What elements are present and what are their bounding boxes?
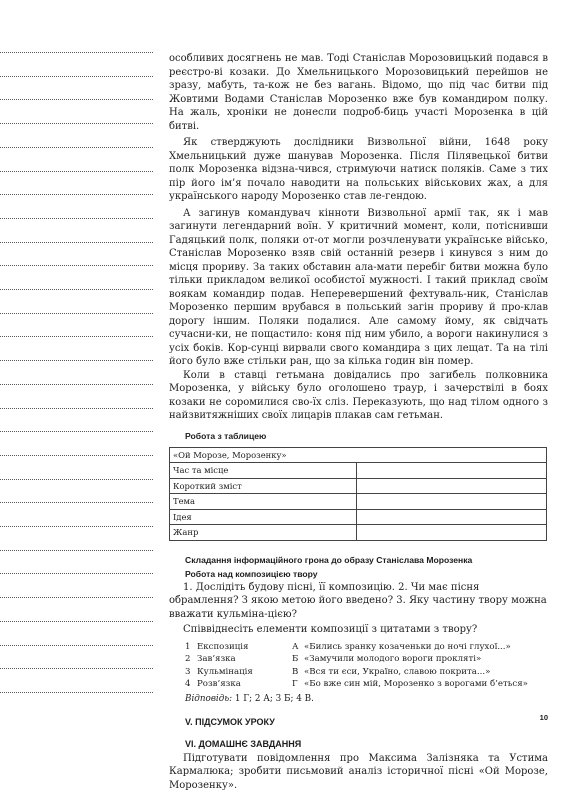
homework-text: Підготувати повідомлення про Максима Залізняка та Устима Кармалюка; зробити письмовий аналіз історичної пісні «Ой Морозе, Морозенку».	[169, 752, 548, 792]
answers-text: 1 Г; 2 А; 3 Б; 4 В.	[232, 694, 314, 704]
section-summary-heading: V. ПІДСУМОК УРОКУ	[185, 717, 548, 727]
margin-rule-line	[0, 455, 153, 456]
table-row	[170, 463, 547, 479]
answers	[185, 693, 548, 705]
matching-number: 1	[185, 641, 197, 654]
composition-heading: Робота над композицією твору	[185, 569, 548, 579]
matching-term: Кульмінація	[197, 666, 292, 679]
table-empty-cell	[357, 478, 547, 494]
matching-quote: «Бо вже син мій, Морозенко з ворогами б’еться»	[304, 678, 528, 691]
margin-rule-line	[0, 621, 153, 622]
table-empty-cell	[357, 525, 547, 541]
table-row	[170, 494, 547, 510]
table-row-label: Тема	[170, 494, 357, 510]
matching-number: 2	[185, 653, 197, 666]
matching-quote: «Вся ти єси, Україно, славою покрита...»	[304, 666, 490, 679]
margin-rule-line	[0, 123, 153, 124]
matching-term: Розв’язка	[197, 678, 292, 691]
matching-term: Експозиція	[197, 641, 292, 654]
questions: 1. Дослідіть будову пісні, її композицію. 2. Чи має пісня обрамлення? З якою метою його введено? 3. Яку частину твору можна вважати кульміна-цією?	[169, 581, 548, 622]
margin-rule-line	[0, 668, 153, 669]
matching-number: 3	[185, 666, 197, 679]
margin-rule-line	[0, 313, 153, 314]
table-row-label: Час та місце	[170, 463, 357, 479]
matching-letter: В	[292, 666, 304, 679]
matching-letter: Г	[292, 678, 304, 691]
analysis-table	[169, 447, 547, 541]
table-row-label: Короткий зміст	[170, 478, 357, 494]
matching-list	[169, 641, 548, 691]
margin-rule-line	[0, 384, 153, 385]
margin-rule-line	[0, 336, 153, 337]
matching-letter: Б	[292, 653, 304, 666]
matching-row	[169, 641, 548, 654]
margin-rule-line	[0, 597, 153, 598]
margin-rule-line	[0, 171, 153, 172]
matching-quote: «Бились зранку козаченьки до ночі глухої...»	[304, 641, 511, 654]
margin-rule-line	[0, 194, 153, 195]
page-content	[169, 52, 548, 792]
margin-rule-line	[0, 431, 153, 432]
table-row	[170, 525, 547, 541]
table-heading: Робота з таблицею	[185, 431, 548, 441]
margin-rule-line	[0, 265, 153, 266]
table-empty-cell	[357, 509, 547, 525]
margin-rule-line	[0, 526, 153, 527]
margin-rule-line	[0, 550, 153, 551]
margin-rule-line	[0, 692, 153, 693]
table-row	[170, 478, 547, 494]
margin-rule-line	[0, 289, 153, 290]
matching-row	[169, 653, 548, 666]
paragraph: А загинув командувач кінноти Визвольної армії так, як і мав загинути легендарний воїн. У критичний момент, коли, потіснивши Гадяцький полк, поляки от-от могли розчленувати українське військо, Станіслав Морозенко взяв свій останній резерв і кинувся з ним до місця прориву. За таких обставин ала-мати перебіг битви можна було тільки прикладом великої особистої мужності. І такий приклад своїм воякам командир подав. Неперевершений фехтуваль-ник, Станіслав Морозенко першим врубався в польський загін прориву й про-клав дорогу іншим. Поляки подалися. Але самому йому, як свідчать сучасни-ки, не пощастило: коня під ним убило, а вороги накинулися з усіх боків. Кор-сунці вирвали свого командира з цих лещат. Та на тілі його було вже стільки ран, що за кілька годин він помер.	[169, 207, 548, 369]
margin-rule-line	[0, 360, 153, 361]
table-row	[170, 509, 547, 525]
margin-rule-line	[0, 52, 153, 53]
match-prompt: Співвіднесіть елементи композиції з цитатами з твору?	[169, 623, 548, 637]
matching-number: 4	[185, 678, 197, 691]
margin-rule-line	[0, 645, 153, 646]
table-empty-cell	[357, 463, 547, 479]
section-homework-heading: VI. ДОМАШНЄ ЗАВДАННЯ	[185, 739, 548, 749]
margin-rule-line	[0, 408, 153, 409]
margin-rule-line	[0, 502, 153, 503]
margin-rule-line	[0, 479, 153, 480]
margin-rule-line	[0, 147, 153, 148]
paragraph: Як стверджують дослідники Визвольної війни, 1648 року Хмельницький дуже шанував Морозенка. Після Пілявецької битви полк Морозенка відзна-чився, стримуючи натиск поляків. Саме з тих пір його ім’я почало наводити на польських військових жах, а для українського народу Морозенко став ле-гендою.	[169, 136, 548, 204]
margin-rule-line	[0, 218, 153, 219]
margin-note-lines	[0, 0, 155, 754]
margin-rule-line	[0, 99, 153, 100]
answers-label: Відповідь:	[185, 694, 232, 704]
table-row-label: Ідея	[170, 509, 357, 525]
matching-letter: А	[292, 641, 304, 654]
cluster-heading: Складання інформаційного грона до образу Станіслава Морозенка	[185, 555, 548, 565]
page-number: 10	[540, 713, 548, 722]
matching-term: Зав’язка	[197, 653, 292, 666]
margin-rule-line	[0, 242, 153, 243]
matching-row	[169, 666, 548, 679]
table-row	[170, 447, 547, 463]
table-empty-cell	[357, 494, 547, 510]
matching-row	[169, 678, 548, 691]
paragraph: особливих досягнень не мав. Тоді Станіслав Морозовицький подався в реєстро-ві козаки. До Хмельницького Морозовицький перейшов не зразу, мабуть, та-кож не без вагань. Відомо, що під час битви під Жовтими Водами Станіслав Морозенко вже був командиром полку. На жаль, хроніки не донесли подроб-биць участі Морозенка в цій битві.	[169, 52, 548, 133]
table-title-cell: «Ой Морозе, Морозенку»	[170, 447, 547, 463]
matching-quote: «Замучили молодого вороги прокляті»	[304, 653, 481, 666]
paragraph: Коли в ставці гетьмана довідались про загибель полковника Морозенка, у війську було оголошено траур, і зачерствілі в боях козаки не соромилися сво-їх сліз. Переказують, що над тілом одного з найзвитяжніших своїх лицарів плакав сам гетьман.	[169, 369, 548, 423]
table-row-label: Жанр	[170, 525, 357, 541]
margin-rule-line	[0, 76, 153, 77]
margin-rule-line	[0, 573, 153, 574]
